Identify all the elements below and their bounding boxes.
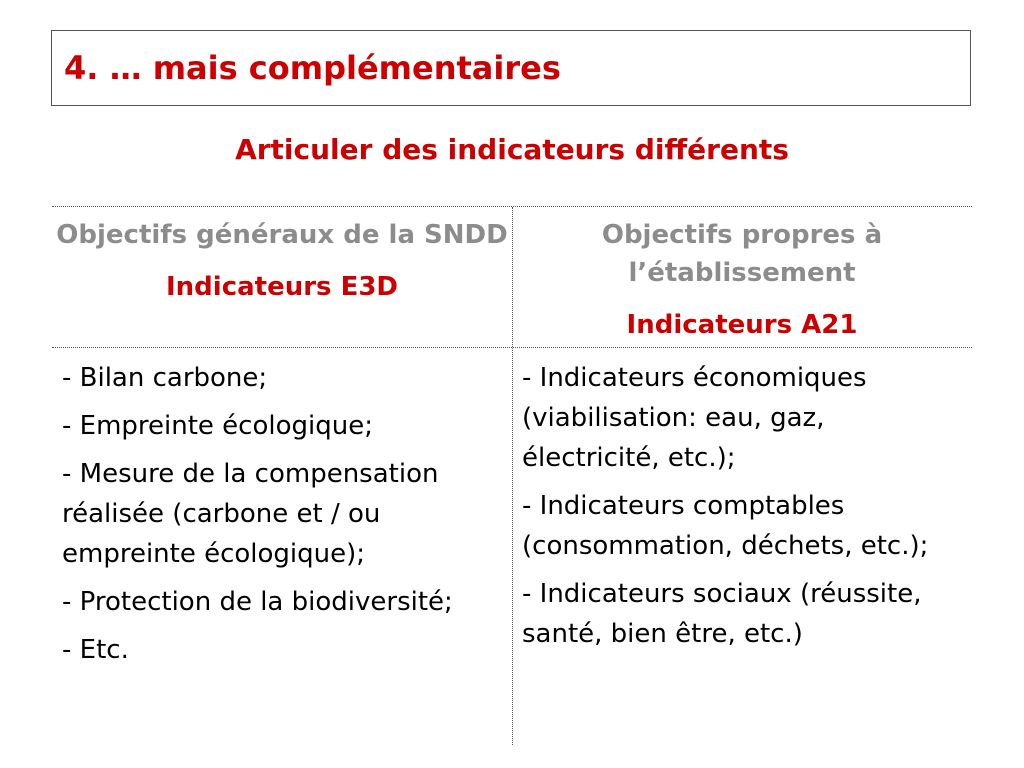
list-item: - Etc. xyxy=(62,635,129,665)
left-column-header xyxy=(52,216,512,306)
list-item: - Bilan carbone; xyxy=(62,363,268,393)
right-header-objective: Objectifs propres à l’établissement xyxy=(601,220,883,288)
left-header-objective: Objectifs généraux de la SNDD xyxy=(56,220,508,250)
left-header-indicator: Indicateurs E3D xyxy=(165,272,399,302)
right-column-list xyxy=(522,358,962,662)
list-item: - Indicateurs sociaux (réussite, santé, bien être, etc.) xyxy=(522,579,922,649)
list-item: - Protection de la biodiversité; xyxy=(62,587,453,617)
list-item: - Indicateurs économiques (viabilisation: eau, gaz, électricité, etc.); xyxy=(522,363,867,473)
slide-subtitle: Articuler des indicateurs différents xyxy=(235,133,789,166)
title-box xyxy=(51,30,971,106)
list-item: - Mesure de la compensation réalisée (carbone et / ou empreinte écologique); xyxy=(62,459,439,569)
left-column-list xyxy=(62,358,502,678)
right-column-header xyxy=(512,216,972,344)
slide-title: 4. … mais complémentaires xyxy=(64,49,561,87)
right-header-indicator: Indicateurs A21 xyxy=(626,310,858,340)
list-item: - Indicateurs comptables (consommation, déchets, etc.); xyxy=(522,491,929,561)
list-item: - Empreinte écologique; xyxy=(62,411,373,441)
